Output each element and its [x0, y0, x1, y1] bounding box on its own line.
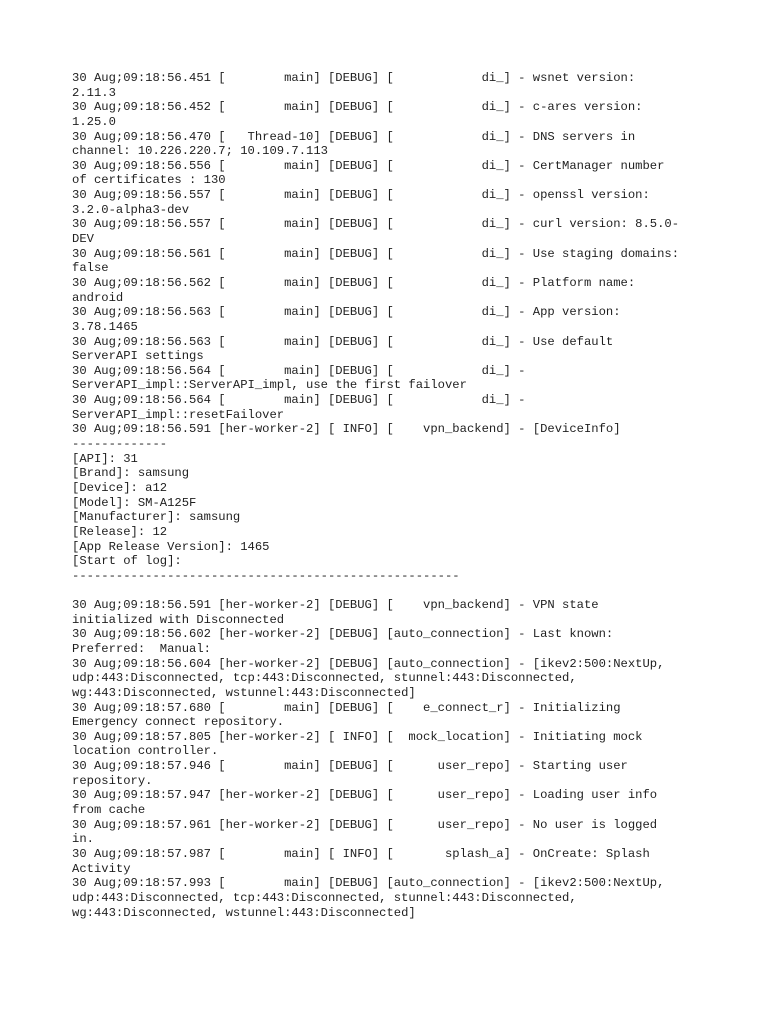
- log-line: repository.: [72, 773, 153, 788]
- log-line: wg:443:Disconnected, wstunnel:443:Disconnected]: [72, 685, 416, 700]
- log-line: [Release]: 12: [72, 524, 168, 539]
- log-line: [API]: 31: [72, 451, 138, 466]
- log-line: 30 Aug;09:18:57.947 [her-worker-2] [DEBUG] [ user_repo] - Loading user info: [72, 788, 658, 803]
- log-line: ServerAPI settings: [72, 349, 204, 364]
- log-line: [Brand]: samsung: [72, 466, 190, 481]
- log-line: [Device]: a12: [72, 480, 168, 495]
- log-document: [72, 71, 752, 920]
- log-line: [Start of log]:: [72, 554, 182, 569]
- log-line: 30 Aug;09:18:56.563 [ main] [DEBUG] [ di_] - App version:: [72, 305, 621, 320]
- log-line: android: [72, 290, 124, 305]
- log-line: 30 Aug;09:18:57.961 [her-worker-2] [DEBUG] [ user_repo] - No user is logged: [72, 817, 658, 832]
- log-line: udp:443:Disconnected, tcp:443:Disconnected, stunnel:443:Disconnected,: [72, 890, 577, 905]
- log-line: in.: [72, 832, 94, 847]
- log-line: 30 Aug;09:18:56.562 [ main] [DEBUG] [ di_] - Platform name:: [72, 275, 636, 290]
- log-line: 30 Aug;09:18:57.946 [ main] [DEBUG] [ user_repo] - Starting user: [72, 759, 628, 774]
- log-line: 30 Aug;09:18:56.557 [ main] [DEBUG] [ di_] - openssl version:: [72, 188, 650, 203]
- log-line: ServerAPI_impl::resetFailover: [72, 407, 285, 422]
- log-line: 30 Aug;09:18:57.993 [ main] [DEBUG] [auto_connection] - [ikev2:500:NextUp,: [72, 876, 665, 891]
- log-blank-line: [72, 583, 752, 598]
- log-line: 30 Aug;09:18:56.564 [ main] [DEBUG] [ di_] -: [72, 363, 526, 378]
- log-line: Activity: [72, 861, 131, 876]
- log-line: 3.2.0-alpha3-dev: [72, 202, 190, 217]
- log-line: 1.25.0: [72, 114, 116, 129]
- log-line: 30 Aug;09:18:56.602 [her-worker-2] [DEBUG] [auto_connection] - Last known:: [72, 627, 614, 642]
- log-line: 30 Aug;09:18:57.805 [her-worker-2] [ INFO] [ mock_location] - Initiating mock: [72, 729, 643, 744]
- log-line: channel: 10.226.220.7; 10.109.7.113: [72, 144, 328, 159]
- log-line: 30 Aug;09:18:56.556 [ main] [DEBUG] [ di_] - CertManager number: [72, 158, 665, 173]
- log-line: 30 Aug;09:18:56.451 [ main] [DEBUG] [ di_] - wsnet version:: [72, 71, 636, 85]
- log-line: 30 Aug;09:18:57.680 [ main] [DEBUG] [ e_connect_r] - Initializing: [72, 700, 621, 715]
- log-line: ServerAPI_impl::ServerAPI_impl, use the first failover: [72, 378, 467, 393]
- log-separator: -----------------------------------------------------: [72, 568, 460, 583]
- log-line: initialized with Disconnected: [72, 612, 285, 627]
- log-line: wg:443:Disconnected, wstunnel:443:Disconnected]: [72, 905, 416, 920]
- log-line: 30 Aug;09:18:56.591 [her-worker-2] [DEBUG] [ vpn_backend] - VPN state: [72, 598, 599, 613]
- log-line: 30 Aug;09:18:56.452 [ main] [DEBUG] [ di_] - c-ares version:: [72, 100, 643, 115]
- log-line: [Model]: SM-A125F: [72, 495, 197, 510]
- log-line: 2.11.3: [72, 85, 116, 100]
- log-line: 30 Aug;09:18:57.987 [ main] [ INFO] [ splash_a] - OnCreate: Splash: [72, 846, 650, 861]
- log-line: udp:443:Disconnected, tcp:443:Disconnected, stunnel:443:Disconnected,: [72, 671, 577, 686]
- log-line: 30 Aug;09:18:56.591 [her-worker-2] [ INFO] [ vpn_backend] - [DeviceInfo]: [72, 422, 621, 437]
- log-line: 30 Aug;09:18:56.561 [ main] [DEBUG] [ di_] - Use staging domains:: [72, 246, 680, 261]
- log-line: of certificates : 130: [72, 173, 226, 188]
- log-line: 30 Aug;09:18:56.470 [ Thread-10] [DEBUG] [ di_] - DNS servers in: [72, 129, 636, 144]
- log-line: Preferred: Manual:: [72, 641, 211, 656]
- log-line: [App Release Version]: 1465: [72, 539, 270, 554]
- log-line: 3.78.1465: [72, 319, 138, 334]
- log-line: 30 Aug;09:18:56.564 [ main] [DEBUG] [ di_] -: [72, 393, 526, 408]
- log-line: from cache: [72, 803, 146, 818]
- log-separator: -------------: [72, 437, 168, 452]
- log-line: 30 Aug;09:18:56.604 [her-worker-2] [DEBUG] [auto_connection] - [ikev2:500:NextUp,: [72, 656, 665, 671]
- log-line: false: [72, 261, 109, 276]
- log-line: 30 Aug;09:18:56.557 [ main] [DEBUG] [ di_] - curl version: 8.5.0-: [72, 217, 680, 232]
- log-line: DEV: [72, 232, 94, 247]
- log-line: Emergency connect repository.: [72, 715, 285, 730]
- log-line: location controller.: [72, 744, 219, 759]
- log-line: 30 Aug;09:18:56.563 [ main] [DEBUG] [ di_] - Use default: [72, 334, 614, 349]
- log-line: [Manufacturer]: samsung: [72, 510, 241, 525]
